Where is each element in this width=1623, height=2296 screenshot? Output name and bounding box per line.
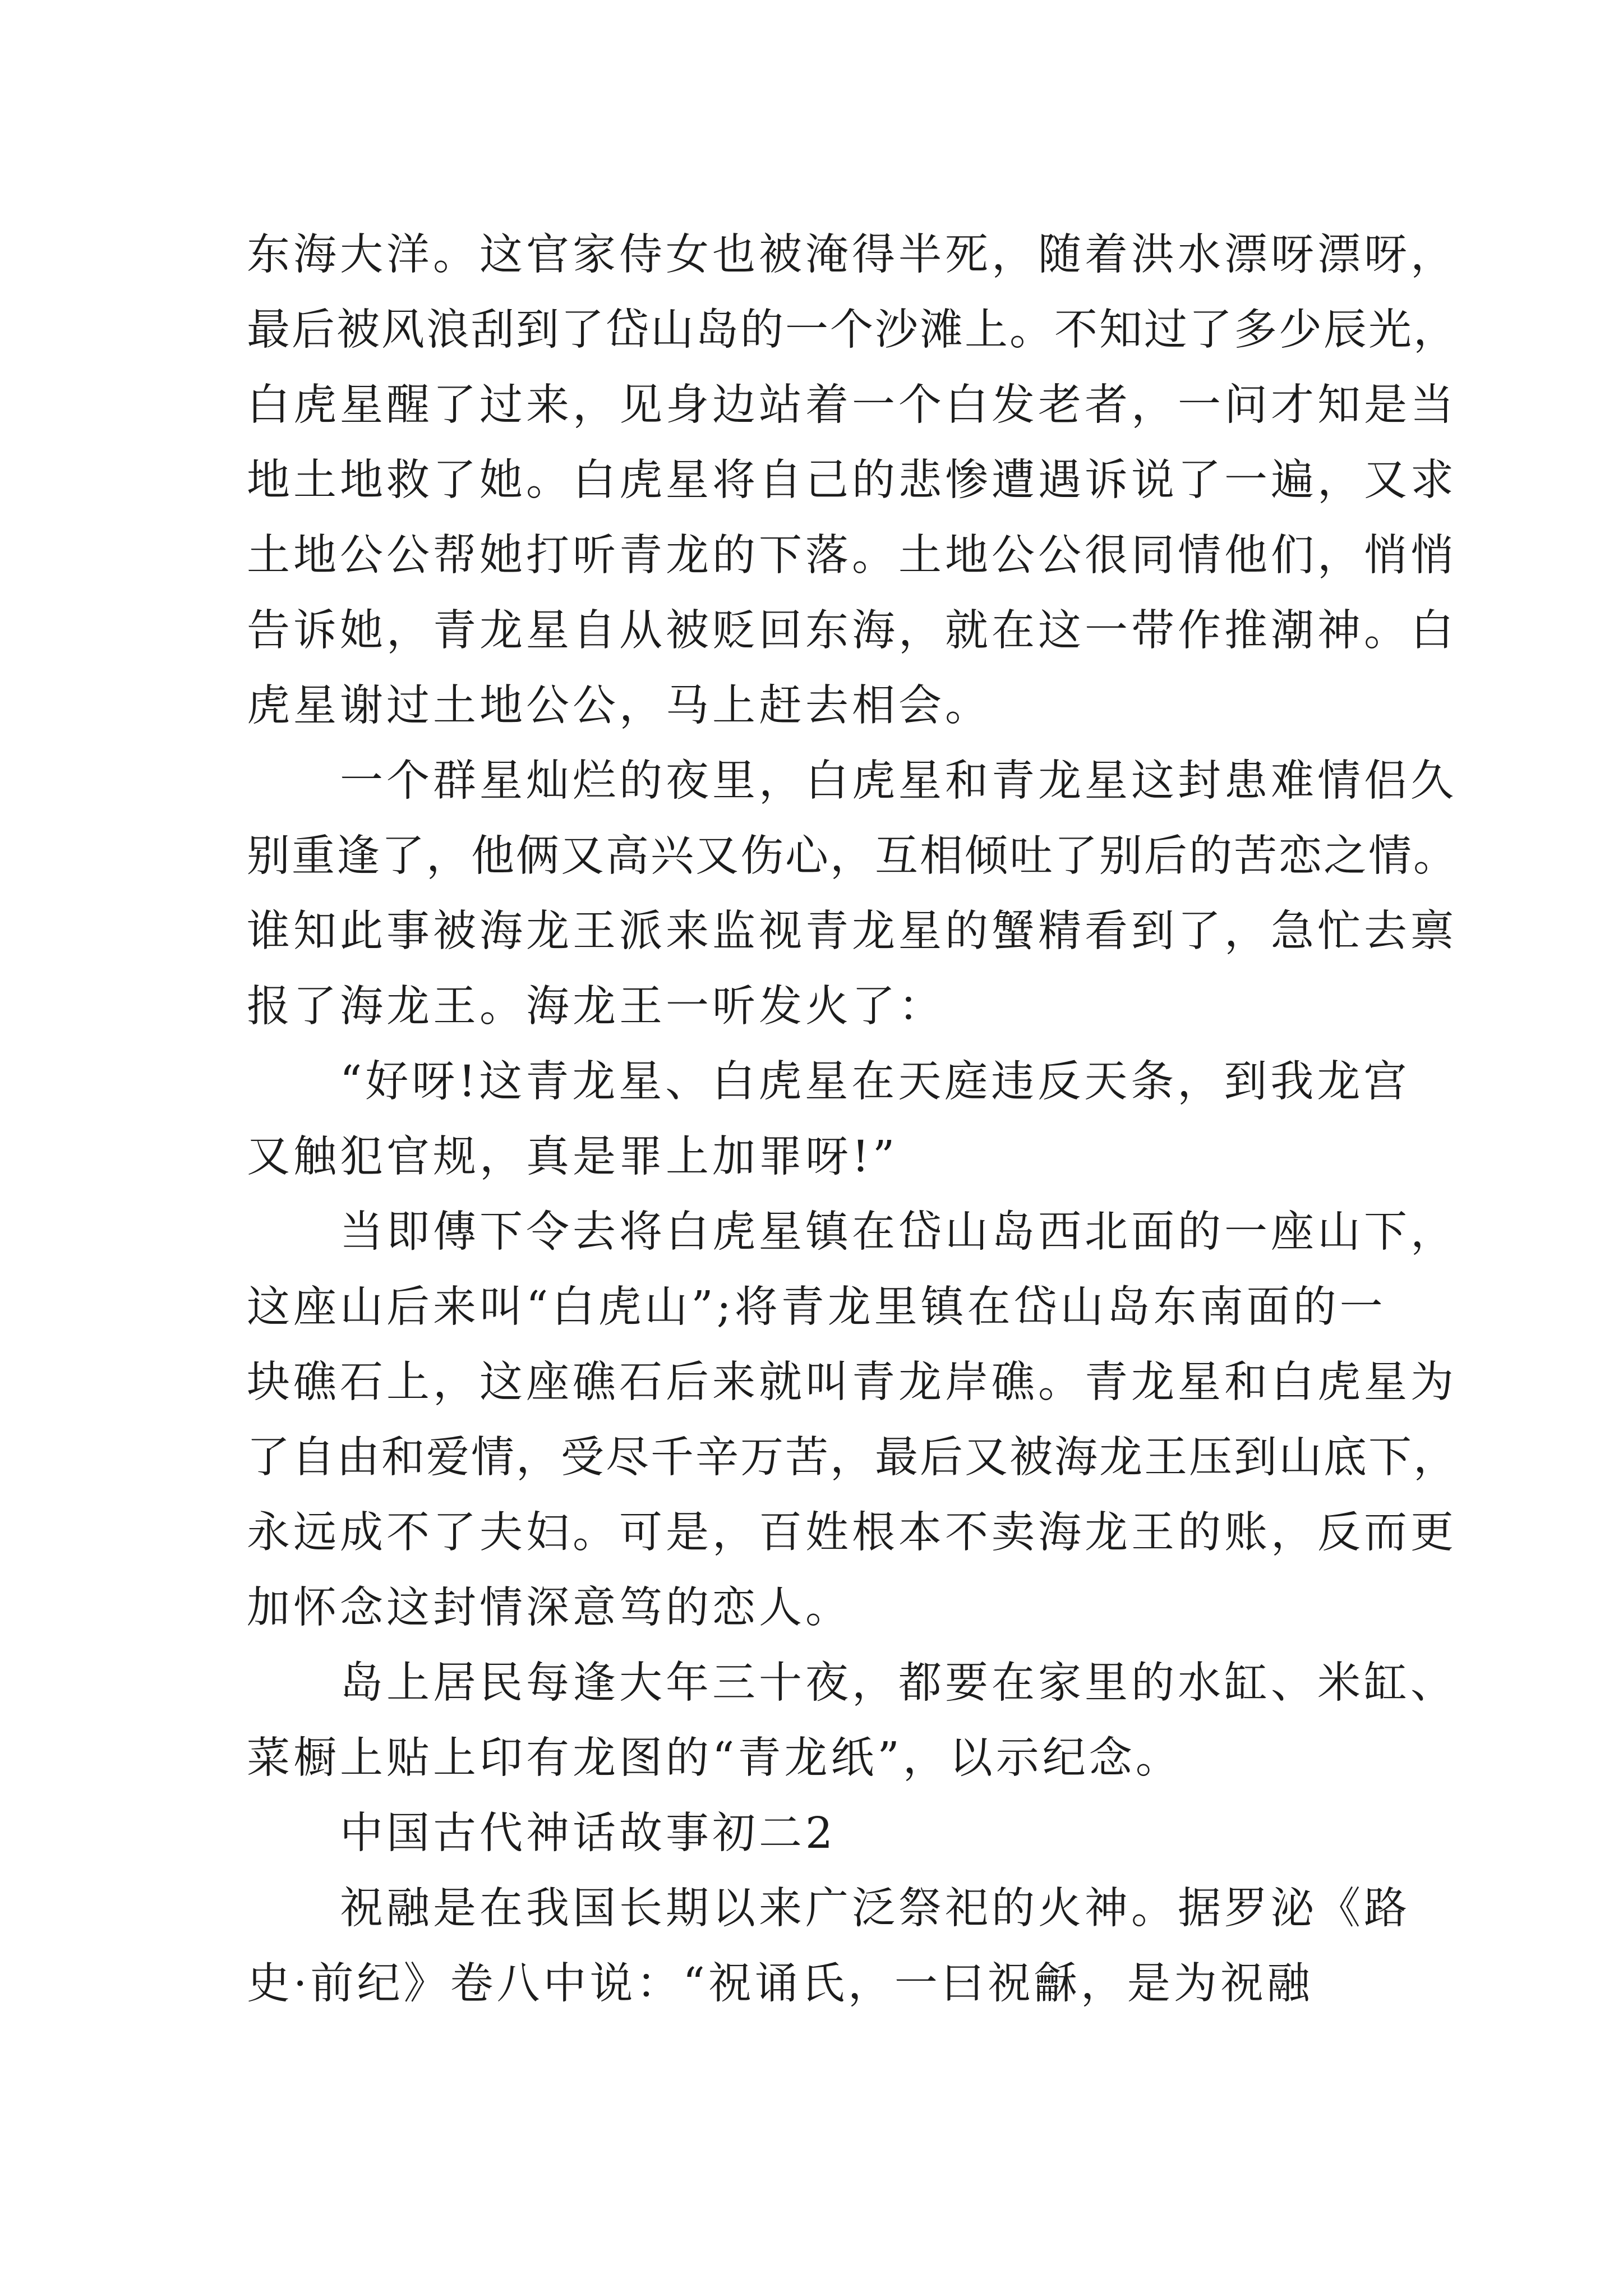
text-line: 又触犯官规，真是罪上加罪呀!” <box>247 1132 898 1182</box>
text-line: 东海大洋。这官家侍女也被淹得半死，随着洪水漂呀漂呀， <box>247 230 1457 280</box>
text-line: 当即傳下令去将白虎星镇在岱山岛西北面的一座山下， <box>247 1207 1457 1257</box>
text-line: 土地公公帮她打听青龙的下落。土地公公很同情他们，悄悄 <box>247 531 1457 581</box>
text-line: 岛上居民每逢大年三十夜，都要在家里的水缸、米缸、 <box>247 1658 1457 1708</box>
text-line: 虎星谢过土地公公，马上赶去相会。 <box>247 681 992 731</box>
text-line: 谁知此事被海龙王派来监视青龙星的蟹精看到了，急忙去禀 <box>247 907 1457 956</box>
text-line: 了自由和爱情，受尽千辛万苦，最后又被海龙王压到山底下， <box>247 1433 1458 1483</box>
text-line: 一个群星灿烂的夜里，白虎星和青龙星这封患难情侣久 <box>247 756 1457 806</box>
section-heading: 中国古代神话故事初二2 <box>247 1809 836 1858</box>
text-line: 告诉她，青龙星自从被贬回东海，就在这一带作推潮神。白 <box>247 606 1457 656</box>
text-line: 地土地救了她。白虎星将自己的悲惨遭遇诉说了一遍，又求 <box>247 455 1457 505</box>
text-line: 史·前纪》卷八中说：“祝诵氏，一曰祝龢，是为祝融 <box>247 1959 1313 2009</box>
text-line: 白虎星醒了过来，见身边站着一个白发老者，一问才知是当 <box>247 380 1457 430</box>
text-line: 别重逢了，他俩又高兴又伤心，互相倾吐了别后的苦恋之情。 <box>247 831 1458 881</box>
text-line: “好呀!这青龙星、白虎星在天庭违反天条，到我龙宫 <box>247 1057 1410 1107</box>
text-line: 块礁石上，这座礁石后来就叫青龙岸礁。青龙星和白虎星为 <box>247 1358 1457 1407</box>
body-text <box>247 218 1458 2022</box>
text-line: 祝融是在我国长期以来广泛祭祀的火神。据罗泌《路 <box>247 1884 1410 1934</box>
text-line: 菜橱上贴上印有龙图的“青龙纸”，以示纪念。 <box>247 1733 1182 1783</box>
text-line: 永远成不了夫妇。可是，百姓根本不卖海龙王的账，反而更 <box>247 1508 1457 1558</box>
text-line: 加怀念这封情深意笃的恋人。 <box>247 1583 852 1633</box>
text-line: 报了海龙王。海龙王一听发火了： <box>247 982 945 1032</box>
text-line: 最后被风浪刮到了岱山岛的一个沙滩上。不知过了多少辰光， <box>247 305 1458 355</box>
text-line: 这座山后来叫“白虎山”;将青龙里镇在岱山岛东南面的一 <box>247 1282 1386 1332</box>
